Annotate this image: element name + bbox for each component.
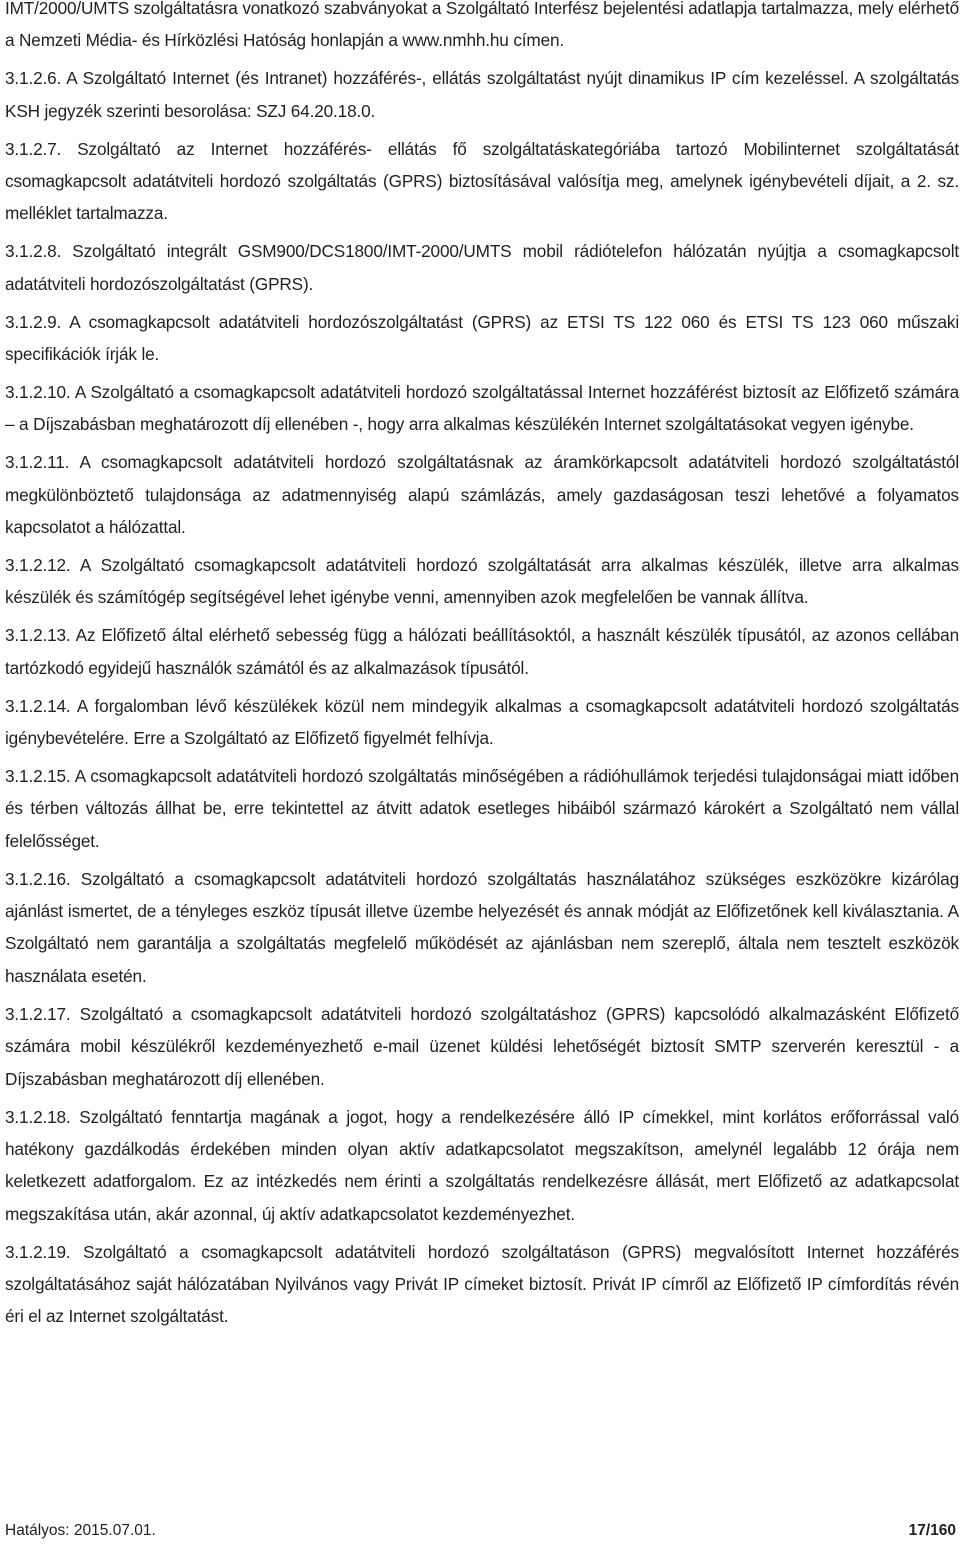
paragraph-number: 3.1.2.8. [5, 241, 62, 262]
paragraph-text: A Szolgáltató Internet (és Intranet) hozzáférés-, ellátás szolgáltatást nyújt dinamikus IP cím kezeléssel. A szolgáltatás KSH jegyzék szerinti besorolása: SZJ 64.20.18.0. [5, 68, 959, 121]
paragraph-text: A csomagkapcsolt adatátviteli hordozó szolgáltatásnak az áramkörkapcsolt adatátviteli hordozó szolgáltatástól megkülönböztető tulajdonsága az adatmennyiség alapú számlázás, amely gazdaságosan teszi lehetővé a folyamatos kapcsolatot a hálózattal. [5, 452, 959, 538]
paragraph-3-1-2-6 [5, 62, 959, 127]
paragraph-number: 3.1.2.9. [5, 311, 62, 332]
paragraph-number: 3.1.2.10. [5, 381, 71, 402]
paragraph-3-1-2-19 [5, 1236, 959, 1333]
paragraph-text: Szolgáltató integrált GSM900/DCS1800/IMT-2000/UMTS mobil rádiótelefon hálózatán nyújtja a csomagkapcsolt adatátviteli hordozószolgáltatást (GPRS). [5, 241, 959, 294]
paragraph-text: Szolgáltató a csomagkapcsolt adatátviteli hordozó szolgáltatáson (GPRS) megvalósított Internet hozzáférés szolgáltatásához saját hálózatában Nyilvános vagy Privát IP címeket biztosít. Privát IP címről az Előfizető IP címfordítás révén éri el az Internet szolgáltatást. [5, 1241, 959, 1327]
paragraph-3-1-2-8 [5, 235, 959, 300]
paragraph-text: Szolgáltató fenntartja magának a jogot, hogy a rendelkezésére álló IP címekkel, mint korlátos erőforrással való hatékony gazdálkodás érdekében minden olyan aktív adatkapcsolatot megszakítson, amelynél legalább 12 órája nem keletkezett adatforgalom. Ez az intézkedés nem érinti a szolgáltatás rendelkezésre állását, mert Előfizető az adatkapcsolat megszakítása után, akár azonnal, új aktív adatkapcsolatot kezdeményezhet. [5, 1106, 959, 1224]
paragraph-text: Az Előfizető által elérhető sebesség függ a hálózati beállításoktól, a használt készülék típusától, az azonos cellában tartózkodó egyidejű használók számától és az alkalmazások típusától. [5, 625, 959, 678]
document-body [5, 0, 959, 1338]
paragraph-3-1-2-14 [5, 690, 959, 755]
paragraph-3-1-2-15 [5, 760, 959, 857]
paragraph-number: 3.1.2.15. [5, 765, 71, 786]
paragraph-intro [5, 0, 959, 57]
paragraph-3-1-2-10 [5, 376, 959, 441]
paragraph-text: A Szolgáltató a csomagkapcsolt adatátviteli hordozó szolgáltatással Internet hozzáférést biztosít az Előfizető számára – a Díjszabásban meghatározott díj ellenében -, hogy arra alkalmas készülékén Internet szolgáltatásokat vegyen igénybe. [5, 381, 959, 435]
paragraph-3-1-2-18 [5, 1101, 959, 1231]
page-number: 17/160 [908, 1522, 956, 1539]
paragraph-number: 3.1.2.19. [5, 1241, 71, 1262]
page-footer [5, 1520, 956, 1542]
paragraph-number: 3.1.2.14. [5, 695, 71, 716]
paragraph-text: A csomagkapcsolt adatátviteli hordozószolgáltatást (GPRS) az ETSI TS 122 060 és ETSI TS 123 060 műszaki specifikációk írják le. [5, 311, 959, 365]
paragraph-number: 3.1.2.12. [5, 555, 71, 575]
paragraph-number: 3.1.2.6. [5, 68, 62, 89]
effective-date: Hatályos: 2015.07.01. [5, 1522, 156, 1539]
paragraph-number: 3.1.2.13. [5, 625, 71, 646]
paragraph-text: Szolgáltató a csomagkapcsolt adatátviteli hordozó szolgáltatás használatához szükséges eszközökre kizárólag ajánlást ismertet, de a tényleges eszköz típusát illetve üzembe helyezését és annak módját az Előfizetőnek kell kiválasztania. A Szolgáltató nem garantálja a szolgáltatás megfelelő működését az ajánlásban nem szereplő, általa nem tesztelt eszközök használata esetén. [5, 868, 959, 986]
paragraph-text: Szolgáltató az Internet hozzáférés- ellátás fő szolgáltatáskategóriába tartozó Mobilinternet szolgáltatását csomagkapcsolt adatátviteli hordozó szolgáltatás (GPRS) biztosításával valósítja meg, amelynek igénybevételi díjait, a 2. sz. melléklet tartalmazza. [5, 138, 959, 224]
paragraph-3-1-2-7 [5, 133, 959, 230]
paragraph-3-1-2-13 [5, 619, 959, 684]
paragraph-number: 3.1.2.18. [5, 1106, 71, 1127]
paragraph-text: A forgalomban lévő készülékek közül nem mindegyik alkalmas a csomagkapcsolt adatátviteli hordozó szolgáltatás igénybevételére. Erre a Szolgáltató az Előfizető figyelmét felhívja. [5, 695, 959, 749]
paragraph-number: 3.1.2.17. [5, 1003, 71, 1024]
paragraph-3-1-2-17 [5, 998, 959, 1095]
paragraph-number: 3.1.2.11. [5, 452, 70, 473]
paragraph-3-1-2-16 [5, 863, 959, 993]
paragraph-text: A Szolgáltató csomagkapcsolt adatátviteli hordozó szolgáltatását arra alkalmas készülék, illetve arra alkalmas készülék és számítógép segítségével lehet igénybe venni, amennyiben azok megfelelően be vannak állítva. [5, 555, 959, 608]
paragraph-text: A csomagkapcsolt adatátviteli hordozó szolgáltatás minőségében a rádióhullámok terjedési tulajdonságai miatt időben és térben változás állhat be, erre tekintettel az átvitt adatok esetleges hibáiból származó károkért a Szolgáltató nem vállal felelősséget. [5, 765, 959, 851]
paragraph-3-1-2-11 [5, 446, 959, 543]
paragraph-number: 3.1.2.7. [5, 138, 62, 159]
paragraph-3-1-2-12 [5, 549, 959, 614]
paragraph-text: IMT/2000/UMTS szolgáltatásra vonatkozó szabványokat a Szolgáltató Interfész bejelentési adatlapja tartalmazza, mely elérhető a Nemzeti Média- és Hírközlési Hatóság honlapján a www.nmhh.hu címen. [5, 0, 959, 51]
paragraph-text: Szolgáltató a csomagkapcsolt adatátviteli hordozó szolgáltatáshoz (GPRS) kapcsolódó alkalmazásként Előfizető számára mobil készülékről kezdeményezhető e-mail üzenet küldési lehetőségét biztosít SMTP szerverén keresztül - a Díjszabásban meghatározott díj ellenében. [5, 1003, 959, 1089]
paragraph-number: 3.1.2.16. [5, 868, 71, 889]
paragraph-3-1-2-9 [5, 306, 959, 371]
